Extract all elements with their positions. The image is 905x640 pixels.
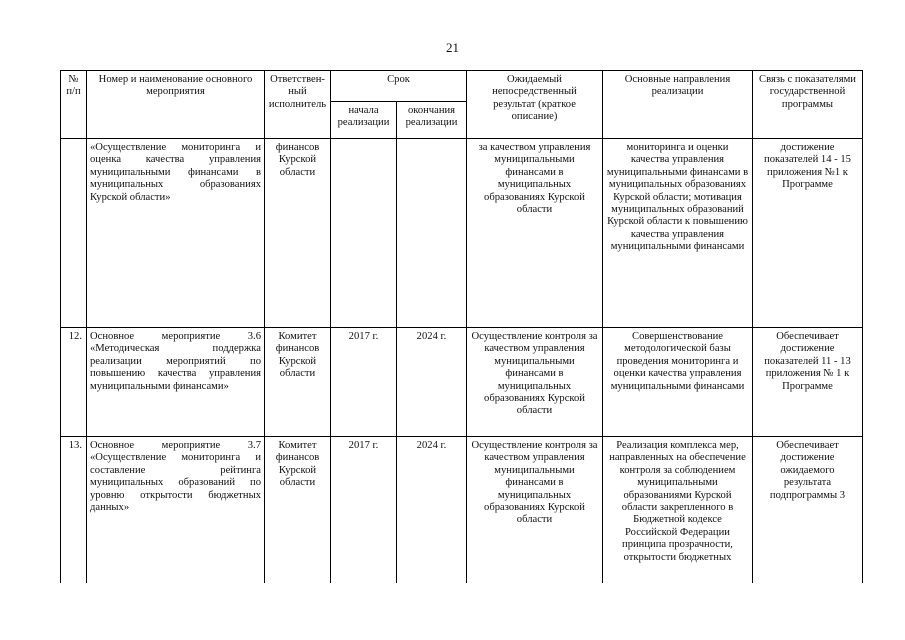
header-term: Срок xyxy=(331,71,467,102)
header-end: окончания реализации xyxy=(397,102,467,139)
row-directions: мониторинга и оценки качества управления муниципальными финансами в муниципальных образованиях Курской области; мотивация муниципальных образований Курской области к повышению качества управления муниципальными финансами xyxy=(603,139,753,328)
row-responsible: Комитет финансов Курской области xyxy=(265,437,331,584)
row-result: Осуществление контроля за качеством управления муниципальными финансами в муниципальных образованиях Курской области xyxy=(467,328,603,437)
row-link: Обеспечивает достижение показателей 11 - 13 приложения № 1 к Программе xyxy=(753,328,863,437)
row-start: 2017 г. xyxy=(331,437,397,584)
row-responsible: Комитет финансов Курской области xyxy=(265,328,331,437)
row-responsible: финансов Курской области xyxy=(265,139,331,328)
row-name: Основное мероприятие 3.6 «Методическая поддержка реализации мероприятий по повышению качества управления муниципальными финансами» xyxy=(87,328,265,437)
table-row xyxy=(61,139,863,328)
row-end: 2024 г. xyxy=(397,437,467,584)
header-name: Номер и наименование основного мероприятия xyxy=(87,71,265,139)
row-start xyxy=(331,139,397,328)
table-row xyxy=(61,437,863,584)
row-end xyxy=(397,139,467,328)
header-link: Связь с показателями государственной программы xyxy=(753,71,863,139)
row-start: 2017 г. xyxy=(331,328,397,437)
header-directions: Основные направления реализации xyxy=(603,71,753,139)
row-directions: Совершенствование методологической базы проведения мониторинга и оценки качества управления муниципальными финансами xyxy=(603,328,753,437)
row-end: 2024 г. xyxy=(397,328,467,437)
measures-table xyxy=(60,70,863,583)
header-responsible: Ответствен-ный исполнитель xyxy=(265,71,331,139)
row-result: за качеством управления муниципальными финансами в муниципальных образованиях Курской области xyxy=(467,139,603,328)
header-start: начала реализации xyxy=(331,102,397,139)
row-num: 12. xyxy=(61,328,87,437)
table-header-row xyxy=(61,71,863,102)
row-link: Обеспечивает достижение ожидаемого результата подпрограммы 3 xyxy=(753,437,863,584)
table-row xyxy=(61,328,863,437)
row-name: «Осуществление мониторинга и оценка качества управления муниципальными финансами в муниципальных образованиях Курской области» xyxy=(87,139,265,328)
row-name: Основное мероприятие 3.7 «Осуществление мониторинга и составление рейтинга муниципальных образований по уровню открытости бюджетных данных» xyxy=(87,437,265,584)
header-result: Ожидаемый непосредственный результат (краткое описание) xyxy=(467,71,603,139)
row-result: Осуществление контроля за качеством управления муниципальными финансами в муниципальных образованиях Курской области xyxy=(467,437,603,584)
page-number: 21 xyxy=(446,40,459,55)
row-num xyxy=(61,139,87,328)
row-link: достижение показателей 14 - 15 приложения №1 к Программе xyxy=(753,139,863,328)
row-num: 13. xyxy=(61,437,87,584)
header-num: № п/п xyxy=(61,71,87,139)
row-directions: Реализация комплекса мер, направленных на обеспечение контроля за соблюдением муниципальными образованиями Курской области закрепленного в Бюджетной кодексе Российской Федерации принципа прозрачности, открытости бюджетных xyxy=(603,437,753,584)
